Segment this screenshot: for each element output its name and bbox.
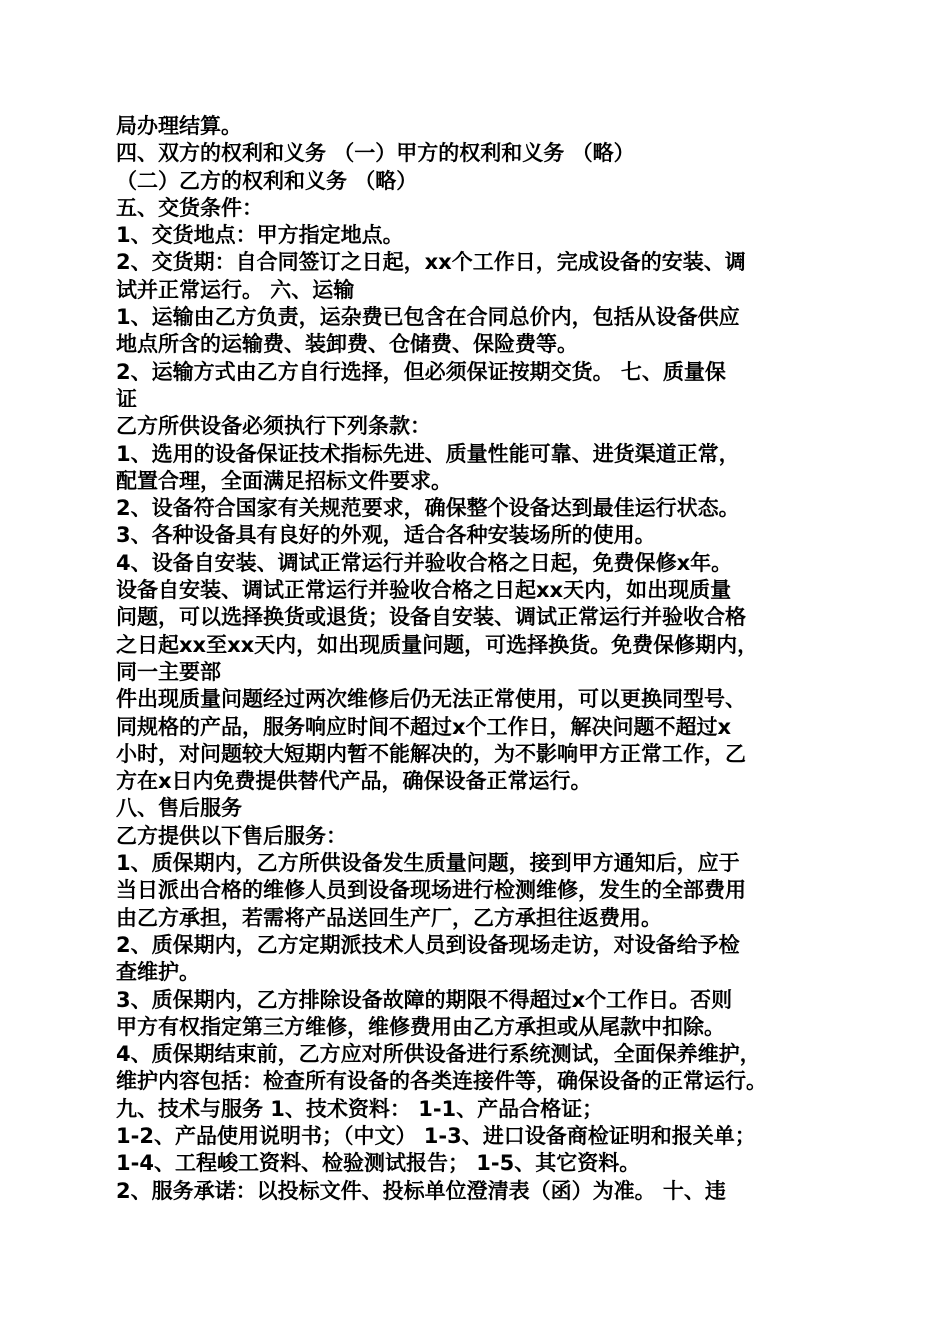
text-line: 1、运输由乙方负责，运杂费已包含在合同总价内，包括从设备供应 <box>116 305 740 330</box>
text-line: 1-2、产品使用说明书；（中文） 1-3、进口设备商检证明和报关单； <box>116 1123 756 1148</box>
text-line: 1、选用的设备保证技术指标先进、质量性能可靠、进货渠道正常， <box>116 441 740 466</box>
text-line: 由乙方承担，若需将产品送回生产厂，乙方承担往返费用。 <box>116 905 662 930</box>
text-line: 4、质保期结束前，乙方应对所供设备进行系统测试，全面保养维护， <box>116 1042 761 1067</box>
subsection-heading: （二）乙方的权利和义务 （略） <box>116 168 418 193</box>
text-line: 甲方有权指定第三方维修，维修费用由乙方承担或从尾款中扣除。 <box>116 1014 725 1039</box>
text-line: 3、质保期内，乙方排除设备故障的期限不得超过x个工作日。否则 <box>116 987 733 1012</box>
text-line: 2、设备符合国家有关规范要求，确保整个设备达到最佳运行状态。 <box>116 496 740 521</box>
section-heading: 九、技术与服务 1、技术资料： 1-1、产品合格证； <box>116 1096 604 1121</box>
text-line: 当日派出合格的维修人员到设备现场进行检测维修，发生的全部费用 <box>116 878 746 903</box>
text-line: 试并正常运行。 六、运输 <box>116 277 355 302</box>
text-line: 1-4、工程峻工资料、检验测试报告； 1-5、其它资料。 <box>116 1151 641 1176</box>
text-line: 问题，可以选择换货或退货；设备自安装、调试正常运行并验收合格 <box>116 605 746 630</box>
text-line: 3、各种设备具有良好的外观，适合各种安装场所的使用。 <box>116 523 656 548</box>
text-line: 维护内容包括：检查所有设备的各类连接件等，确保设备的正常运行。 <box>116 1069 767 1094</box>
text-line: 2、质保期内，乙方定期派技术人员到设备现场走访，对设备给予检 <box>116 932 740 957</box>
text-line: 设备自安装、调试正常运行并验收合格之日起xx天内，如出现质量 <box>116 578 732 603</box>
text-line: 同规格的产品，服务响应时间不超过x个工作日，解决问题不超过x <box>116 714 732 739</box>
text-line: 2、服务承诺：以投标文件、投标单位澄清表（函）为准。 十、违 <box>116 1178 726 1203</box>
text-line: 证 <box>116 386 137 411</box>
text-line: 局办理结算。 <box>116 114 242 138</box>
text-line: 1、交货地点：甲方指定地点。 <box>116 223 404 248</box>
text-line: 4、设备自安装、调试正常运行并验收合格之日起，免费保修x年。 <box>116 550 733 575</box>
text-line: 乙方所供设备必须执行下列条款： <box>116 414 431 439</box>
section-heading: 八、售后服务 <box>116 796 242 821</box>
text-line: 方在x日内免费提供替代产品，确保设备正常运行。 <box>116 769 592 794</box>
text-line: 1、质保期内，乙方所供设备发生质量问题，接到甲方通知后，应于 <box>116 851 740 876</box>
section-heading: 五、交货条件： <box>116 195 263 220</box>
text-line: 2、运输方式由乙方自行选择，但必须保证按期交货。 七、质量保 <box>116 359 726 384</box>
section-heading: 四、双方的权利和义务 （一）甲方的权利和义务 （略） <box>116 141 635 166</box>
text-line: 小时，对问题较大短期内暂不能解决的，为不影响甲方正常工作，乙 <box>116 741 746 766</box>
text-line: 同一主要部 <box>116 659 221 684</box>
text-line: 之日起xx至xx天内，如出现质量问题，可选择换货。免费保修期内， <box>116 632 759 657</box>
document-body <box>116 113 846 1205</box>
text-line: 地点所含的运输费、装卸费、仓储费、保险费等。 <box>116 332 578 357</box>
text-line: 乙方提供以下售后服务： <box>116 823 347 848</box>
text-line: 配置合理，全面满足招标文件要求。 <box>116 468 452 493</box>
text-line: 件出现质量问题经过两次维修后仍无法正常使用，可以更换同型号、 <box>116 687 746 712</box>
text-line: 查维护。 <box>116 960 200 985</box>
text-line: 2、交货期：自合同签订之日起，xx个工作日，完成设备的安装、调 <box>116 250 746 275</box>
